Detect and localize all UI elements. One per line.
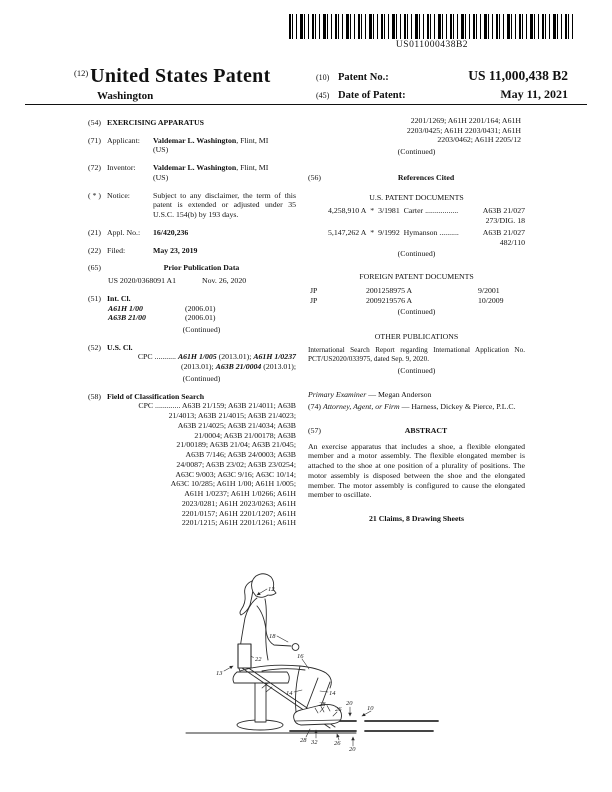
notice-label: Notice: bbox=[107, 190, 130, 200]
field-58: (58) bbox=[88, 391, 101, 401]
header-right bbox=[316, 68, 568, 102]
patent-no-label: Patent No.: bbox=[338, 72, 389, 83]
continued-note: (Continued) bbox=[182, 373, 221, 383]
attorney-line: (74) Attorney, Agent, or Firm — Harness, Dickey & Pierce, P.L.C. bbox=[308, 402, 516, 412]
inventor-value: Valdemar L. Washington, Flint, MI (US) bbox=[153, 163, 269, 182]
figure-drawing bbox=[0, 565, 612, 792]
section-inventor bbox=[88, 163, 296, 182]
field-51: (51) bbox=[88, 293, 101, 303]
abstract-heading: ABSTRACT bbox=[404, 425, 448, 435]
int-cl-year: (2006.01) bbox=[185, 303, 216, 313]
other-publications-heading: OTHER PUBLICATIONS bbox=[374, 332, 459, 342]
date-of-patent-value: May 11, 2021 bbox=[500, 86, 568, 101]
section-title bbox=[88, 118, 296, 128]
ref-label-20: 20 bbox=[349, 746, 356, 753]
figure-motor-box bbox=[238, 644, 251, 668]
section-prior-publication bbox=[88, 263, 296, 285]
prior-pub-number: US 2020/0368091 A1 bbox=[108, 276, 177, 286]
us-patent-doc-row: 4,258,910 A * 3/1981 Carter ................. A63B 21/027 273/DIG. 18 bbox=[328, 206, 525, 226]
field-21: (21) bbox=[88, 227, 101, 237]
left-column bbox=[88, 118, 296, 536]
ref-label-14: 14 bbox=[286, 690, 293, 697]
prior-pub-heading: Prior Publication Data bbox=[163, 263, 240, 273]
field-71: (71) bbox=[88, 135, 101, 145]
continued-note: (Continued) bbox=[182, 325, 221, 335]
int-cl-code: A63B 21/00 bbox=[108, 313, 146, 323]
section-int-cl bbox=[88, 294, 296, 335]
header-divider bbox=[25, 104, 587, 105]
field-22: (22) bbox=[88, 245, 101, 255]
section-appl-no bbox=[88, 228, 296, 238]
ref-label-28: 28 bbox=[319, 701, 326, 708]
section-field-of-search bbox=[88, 392, 296, 528]
classification-continued-list: 2201/1269; A61H 2201/164; A61H 2203/0425; A61H 2203/0431; A61H 2203/0462; A61H 2205/12 bbox=[406, 116, 521, 145]
page-title: United States Patent bbox=[90, 65, 271, 87]
inventor-surname: Washington bbox=[97, 90, 154, 102]
right-column bbox=[308, 116, 525, 524]
applicant-value: Valdemar L. Washington, Flint, MI (US) bbox=[153, 135, 269, 155]
field-72: (72) bbox=[88, 163, 101, 173]
foreign-doc-row: JP 2001258975 A 9/2001 bbox=[310, 285, 500, 295]
patent-no-field-number: (10) bbox=[316, 73, 330, 82]
invention-title: EXERCISING APPARATUS bbox=[107, 118, 204, 127]
section-filed bbox=[88, 246, 296, 256]
ref-label-26: 26 bbox=[334, 740, 341, 747]
section-us-cl bbox=[88, 343, 296, 384]
ref-label-10: 10 bbox=[367, 705, 374, 712]
primary-examiner-line: Primary Examiner — Megan Anderson bbox=[308, 390, 432, 400]
foreign-doc-row: JP 2009219576 A 10/2009 bbox=[310, 295, 504, 305]
field-search-cpc-list: CPC ............. A63B 21/159; A63B 21/4011; A63B 21/4013; A63B 21/4015; A63B 21/4023; A63B 21/4025; A63B 21/4034; A63B 21/0004; A63B 21/00178; A63B 21/00189; A63B 21/04; A63B 21/045; A63B 7/146; A63B 24/0003; A63B 24/0087; A63B 23/02; A63B 23/0254; A63C 9/003; A63C 9/16; A63C 10/14; A63C 10/285; A61H 1/00; A61H 1/005; A61H 1/0237; A61H 1/0266; A61H 2023/0281; A61H 2023/0263; A61H 2201/0157; A61H 2201/1207; A61H 2201/1215; A61H 2201/1261; A61H bbox=[138, 401, 296, 528]
int-cl-year: (2006.01) bbox=[185, 313, 216, 323]
references-heading: References Cited bbox=[397, 172, 455, 182]
foreign-docs-heading: FOREIGN PATENT DOCUMENTS bbox=[359, 272, 474, 282]
continued-note: (Continued) bbox=[397, 365, 436, 375]
patent-no-value: US 11,000,438 B2 bbox=[468, 68, 568, 83]
ref-label-18: 18 bbox=[269, 633, 276, 640]
section-applicant bbox=[88, 136, 296, 155]
filed-value: May 23, 2019 bbox=[153, 245, 198, 255]
date-of-patent-label: Date of Patent: bbox=[338, 89, 406, 101]
section-references bbox=[308, 173, 525, 183]
continued-note: (Continued) bbox=[397, 307, 436, 317]
continued-note: (Continued) bbox=[397, 249, 436, 259]
field-65: (65) bbox=[88, 263, 101, 273]
section-notice bbox=[88, 191, 296, 220]
abstract-text: An exercise apparatus that includes a shoe, a flexible elongated member and a motor assembly. The flexible elongated member is attached to the shoe at one position of a plurality of positions. The motor assembly is disposed between the shoe and the elongated member. The motor assembly is configured to cause the elongated member to oscillate. bbox=[308, 441, 525, 500]
field-54: (54) bbox=[88, 118, 101, 127]
ref-label-14: 14 bbox=[329, 690, 336, 697]
notice-text: Subject to any disclaimer, the term of this patent is extended or adjusted under 35 U.S.C. 154(b) by 193 days. bbox=[153, 190, 296, 220]
field-57: (57) bbox=[308, 425, 321, 435]
filed-label: Filed: bbox=[107, 245, 126, 255]
ref-label-12: 12 bbox=[268, 586, 275, 593]
us-patent-docs-heading: U.S. PATENT DOCUMENTS bbox=[369, 192, 464, 202]
date-field-number: (45) bbox=[316, 90, 330, 100]
field-star: ( * ) bbox=[88, 190, 101, 200]
ref-label-13: 13 bbox=[216, 670, 223, 677]
continued-note: (Continued) bbox=[397, 147, 436, 157]
other-publications-text: International Search Report regarding International Application No. PCT/US2020/033975, dated Sep. 9, 2020. bbox=[308, 345, 525, 363]
section-abstract bbox=[308, 426, 525, 436]
field-search-heading: Field of Classification Search bbox=[107, 391, 205, 401]
ref-label-32: 32 bbox=[311, 739, 318, 746]
appl-no-value: 16/420,236 bbox=[153, 227, 189, 237]
us-patent-doc-row: 5,147,262 A * 9/1992 Hymanson .......... A63B 21/027 482/110 bbox=[328, 227, 525, 247]
inventor-label: Inventor: bbox=[107, 163, 136, 173]
int-cl-code: A61H 1/00 bbox=[108, 303, 143, 313]
int-cl-heading: Int. Cl. bbox=[107, 293, 131, 303]
ref-label-16: 16 bbox=[297, 653, 304, 660]
ref-label-20: 20 bbox=[346, 700, 353, 707]
appl-no-label: Appl. No.: bbox=[107, 227, 141, 237]
ref-label-28: 28 bbox=[300, 737, 307, 744]
ref-label-22: 22 bbox=[255, 656, 262, 663]
ref-label-26: 26 bbox=[335, 706, 342, 713]
claims-drawing-sheets-line: 21 Claims, 8 Drawing Sheets bbox=[368, 514, 465, 524]
prior-pub-date: Nov. 26, 2020 bbox=[202, 276, 247, 286]
us-cl-heading: U.S. Cl. bbox=[107, 342, 133, 352]
barcode-text: US011000438B2 bbox=[395, 40, 469, 50]
header-left bbox=[74, 64, 271, 104]
barcode bbox=[289, 14, 575, 39]
applicant-label: Applicant: bbox=[107, 135, 140, 145]
field-56: (56) bbox=[308, 172, 321, 182]
kind-code-number: (12) bbox=[74, 68, 89, 78]
field-52: (52) bbox=[88, 342, 101, 352]
us-cl-cpc-text: CPC ........... A61H 1/005 (2013.01); A61H 1/0237 (2013.01); A63B 21/0004 (2013.01); bbox=[137, 352, 296, 372]
